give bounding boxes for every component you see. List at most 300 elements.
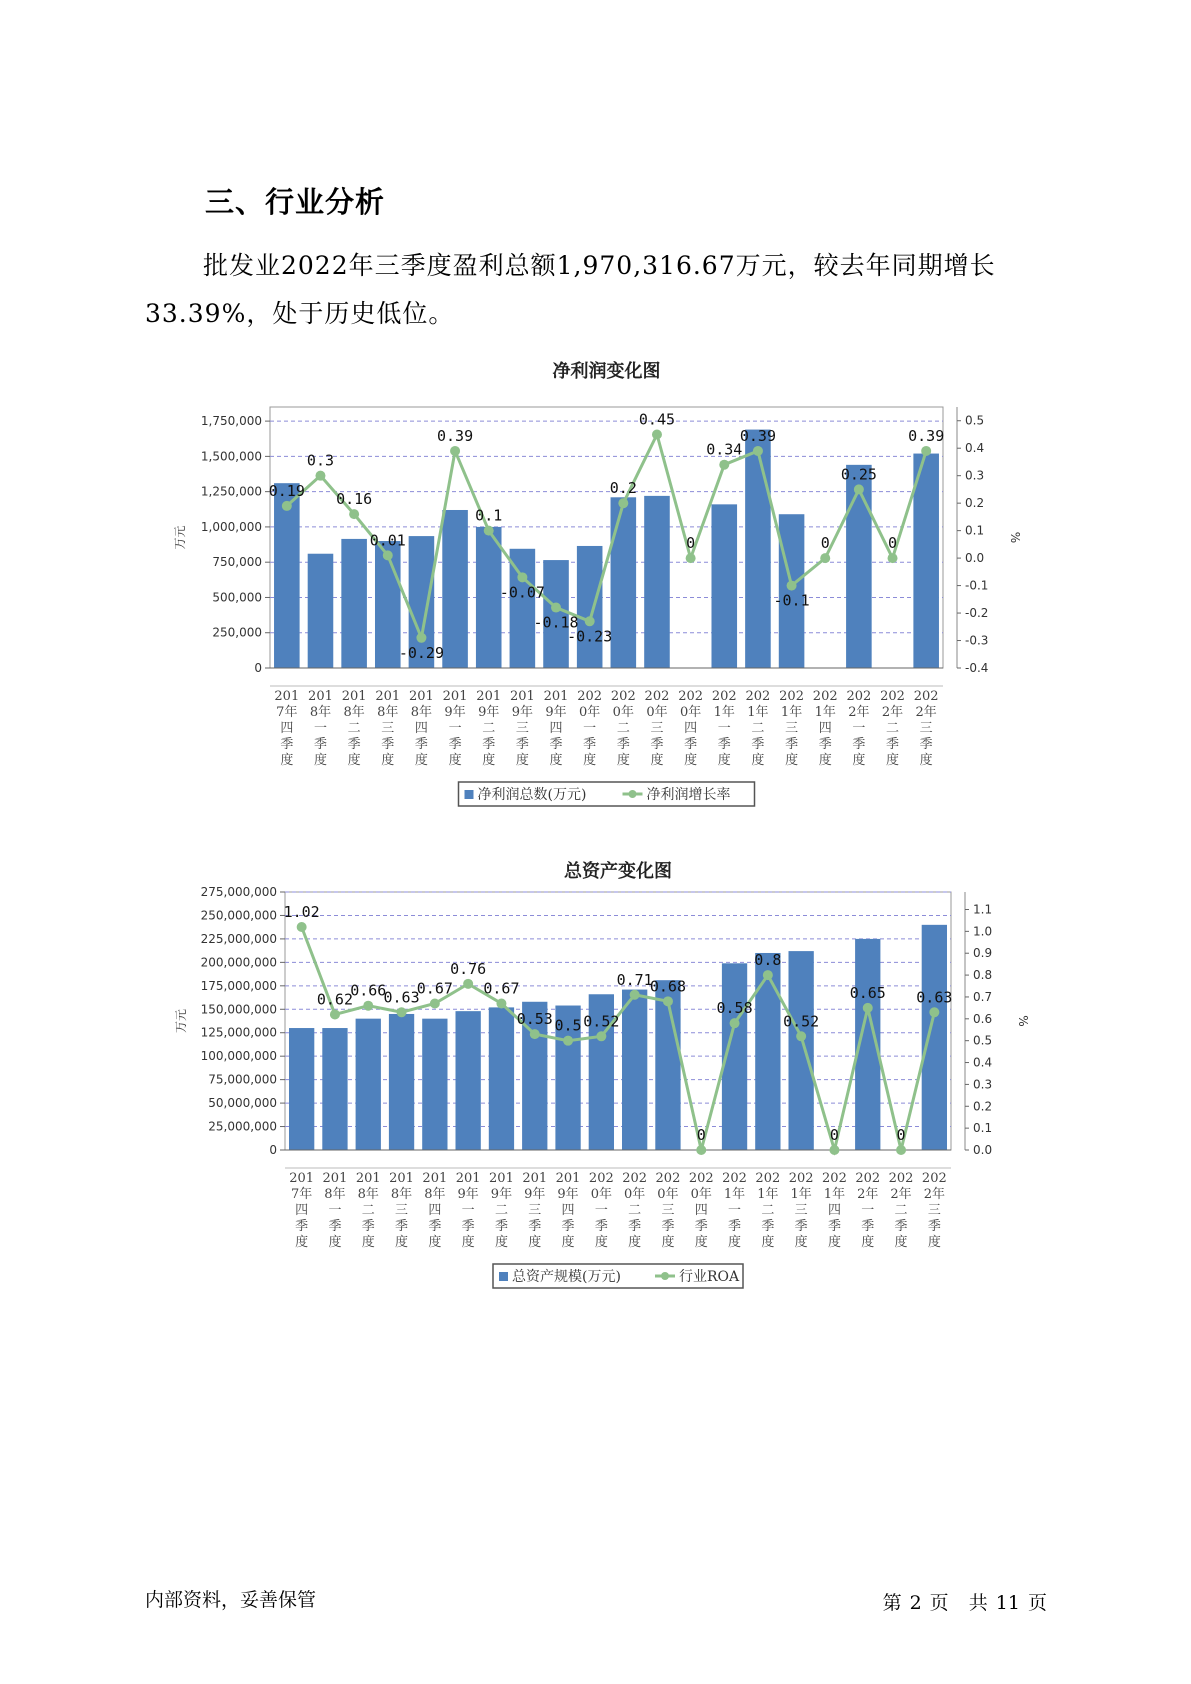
x-tick-label: 202 [880, 689, 905, 704]
x-tick-label: 9年 [511, 705, 534, 720]
x-tick-label: 一 [448, 721, 462, 736]
line-point [551, 603, 561, 613]
y2-tick-label: 0.2 [973, 1099, 993, 1114]
x-tick-label: 2年 [881, 705, 904, 720]
y-tick-label: 25,000,000 [208, 1119, 277, 1134]
total-assets-chart-svg [170, 855, 1030, 1315]
x-tick-label: 二 [361, 1203, 375, 1218]
x-tick-label: 2年 [923, 1187, 945, 1202]
bar [644, 496, 670, 668]
y-tick-label: 200,000,000 [200, 955, 277, 970]
data-label: 0 [686, 534, 696, 553]
x-tick-label: 季 [549, 737, 563, 752]
y2-tick-label: 1.1 [973, 902, 993, 917]
summary-paragraph: 批发业2022年三季度盈利总额1,970,316.67万元，较去年同期增长33.39%，处于历史低位。 [145, 251, 996, 328]
y2-tick-label: 0.9 [973, 946, 993, 961]
y-tick-label: 175,000,000 [200, 978, 277, 993]
data-label: 0 [829, 1126, 839, 1144]
x-tick-label: 202 [610, 689, 636, 704]
x-tick-label: 四 [280, 721, 294, 736]
line-point [730, 1018, 740, 1028]
x-tick-label: 201 [308, 689, 333, 704]
x-tick-label: 三 [927, 1203, 941, 1218]
x-tick-label: 201 [422, 1171, 448, 1186]
x-tick-label: 201 [476, 689, 502, 704]
y2-tick-label: 0.4 [965, 441, 985, 456]
x-tick-label: 季 [448, 737, 462, 752]
x-tick-label: 度 [684, 753, 698, 768]
y-tick-label: 1,500,000 [200, 449, 262, 464]
x-tick-label: 201 [522, 1171, 548, 1186]
x-tick-label: 一 [583, 721, 597, 736]
x-tick-label: 202 [913, 689, 939, 704]
x-tick-label: 季 [794, 1219, 808, 1234]
x-tick-label: 202 [711, 689, 737, 704]
x-tick-label: 二 [628, 1203, 642, 1218]
y2-tick-label: 0.1 [965, 523, 985, 538]
x-tick-label: 季 [428, 1219, 442, 1234]
x-tick-label: 季 [684, 737, 698, 752]
x-tick-label: 度 [919, 753, 933, 768]
y2-tick-label: 0.3 [973, 1077, 993, 1092]
data-label: 0.52 [583, 1012, 620, 1031]
data-label: -0.18 [533, 613, 579, 632]
data-label: 0.67 [416, 979, 453, 998]
y-axis-label: 万元 [173, 525, 187, 550]
x-tick-label: 度 [751, 753, 765, 768]
x-tick-label: 8年 [424, 1187, 446, 1202]
x-tick-label: 9年 [490, 1187, 513, 1202]
x-tick-label: 四 [561, 1203, 575, 1218]
x-tick-label: 度 [594, 1235, 608, 1250]
x-tick-label: 季 [616, 737, 630, 752]
x-tick-label: 202 [812, 689, 838, 704]
x-tick-label: 季 [381, 737, 395, 752]
line-point [696, 1145, 706, 1155]
line-point [282, 501, 292, 511]
y-tick-label: 500,000 [212, 590, 262, 605]
bar [577, 546, 603, 668]
x-tick-label: 季 [650, 737, 664, 752]
data-label: 0.19 [268, 481, 305, 500]
x-tick-label: 季 [494, 1219, 508, 1234]
x-tick-label: 度 [549, 753, 563, 768]
y2-tick-label: 0.5 [973, 1033, 993, 1048]
data-label: 0.3 [306, 451, 335, 470]
y-tick-label: 100,000,000 [200, 1049, 277, 1064]
x-tick-label: 度 [461, 1235, 475, 1250]
total-suffix: 页 [1027, 1592, 1047, 1614]
footer-confidential: 内部资料，妥善保管 [145, 1589, 317, 1611]
y2-tick-label: 0.2 [965, 496, 985, 511]
data-label: 0.5 [554, 1016, 582, 1035]
x-tick-label: 202 [846, 689, 872, 704]
y2-tick-label: 0.8 [973, 968, 993, 983]
x-tick-label: 0年 [679, 705, 702, 720]
x-tick-label: 9年 [478, 705, 500, 720]
x-tick-label: 度 [448, 753, 462, 768]
line-point [363, 1001, 373, 1011]
y-tick-label: 125,000,000 [200, 1025, 277, 1040]
data-label: 0.62 [316, 990, 354, 1009]
x-tick-label: 201 [409, 689, 434, 704]
x-tick-label: 季 [628, 1219, 642, 1234]
bar [755, 953, 780, 1150]
x-tick-label: 8年 [390, 1187, 413, 1202]
x-tick-label: 四 [827, 1203, 841, 1218]
x-tick-label: 二 [616, 721, 630, 736]
y-tick-label: 0 [269, 1143, 277, 1157]
bar [389, 1014, 414, 1150]
line-point [652, 429, 662, 439]
x-tick-label: 二 [347, 721, 361, 736]
x-tick-label: 度 [395, 1235, 409, 1250]
x-tick-label: 0年 [657, 1187, 679, 1202]
x-tick-label: 一 [728, 1203, 742, 1218]
x-tick-label: 8年 [343, 705, 365, 720]
y-tick-label: 1,000,000 [200, 519, 262, 534]
x-tick-label: 度 [482, 753, 496, 768]
line-point [450, 446, 460, 456]
data-label: 0.2 [609, 479, 637, 498]
x-tick-label: 8年 [309, 705, 332, 720]
x-tick-label: 7年 [276, 705, 298, 720]
x-tick-label: 1年 [790, 1187, 812, 1202]
x-tick-label: 季 [561, 1219, 575, 1234]
x-tick-label: 一 [328, 1203, 342, 1218]
data-label: 0.52 [783, 1012, 820, 1031]
x-tick-label: 201 [355, 1171, 381, 1186]
legend-line-marker [661, 1272, 669, 1280]
x-tick-label: 度 [661, 1235, 675, 1250]
x-tick-label: 度 [361, 1235, 375, 1250]
y2-tick-label: 1.0 [973, 924, 993, 939]
x-tick-label: 度 [583, 753, 597, 768]
line-point [829, 1145, 839, 1155]
chart-title: 净利润变化图 [552, 361, 661, 382]
x-tick-label: 0年 [690, 1187, 712, 1202]
bar [341, 539, 367, 668]
net-profit-chart [170, 355, 1022, 815]
chart-title: 总资产变化图 [564, 861, 672, 882]
x-tick-label: 季 [728, 1219, 742, 1234]
legend [493, 1264, 743, 1288]
x-tick-label: 202 [622, 1171, 648, 1186]
line-point [349, 509, 359, 519]
legend-bar-swatch [499, 1272, 508, 1281]
data-label: 0.8 [754, 951, 782, 970]
x-tick-label: 季 [515, 737, 529, 752]
x-tick-label: 202 [855, 1171, 881, 1186]
data-label: 0.66 [350, 981, 387, 1000]
x-tick-label: 1年 [814, 705, 836, 720]
x-tick-label: 201 [489, 1171, 514, 1186]
y-tick-label: 225,000,000 [200, 931, 277, 946]
x-tick-label: 9年 [545, 705, 567, 720]
y2-tick-label: -0.4 [965, 661, 989, 675]
y-tick-label: 1,250,000 [200, 484, 262, 499]
x-tick-label: 季 [751, 737, 765, 752]
x-tick-label: 季 [694, 1219, 708, 1234]
x-tick-label: 201 [543, 689, 569, 704]
data-label: 0 [896, 1126, 906, 1144]
x-tick-label: 四 [549, 721, 563, 736]
line-point [753, 446, 763, 456]
x-tick-label: 季 [414, 737, 428, 752]
x-tick-label: 度 [794, 1235, 808, 1250]
line-point [397, 1007, 407, 1017]
y2-tick-label: -0.1 [965, 578, 989, 593]
legend-bar-label: 净利润总数(万元) [477, 787, 587, 803]
x-tick-label: 202 [678, 689, 704, 704]
data-label: 1.02 [283, 902, 320, 921]
line-point [921, 446, 931, 456]
x-tick-label: 四 [684, 721, 698, 736]
x-tick-label: 度 [381, 753, 395, 768]
line-point [530, 1029, 540, 1039]
x-tick-label: 9年 [557, 1187, 579, 1202]
x-tick-label: 度 [927, 1235, 941, 1250]
y2-tick-label: 0.0 [973, 1143, 993, 1157]
x-tick-label: 季 [785, 737, 799, 752]
x-tick-label: 7年 [291, 1187, 313, 1202]
y2-axis-label: % [1016, 1015, 1030, 1027]
x-tick-label: 0年 [590, 1187, 612, 1202]
line-point [430, 999, 440, 1009]
x-tick-label: 1年 [823, 1187, 846, 1202]
data-label: 0.53 [516, 1010, 553, 1029]
line-point [416, 633, 426, 643]
bar [788, 951, 813, 1150]
y2-axis-label: % [1008, 531, 1022, 544]
x-tick-label: 201 [442, 689, 468, 704]
x-tick-label: 季 [717, 737, 731, 752]
bar [913, 454, 939, 668]
data-label: 0.16 [336, 490, 373, 509]
legend-line-label: 净利润增长率 [646, 787, 731, 803]
data-label: 0 [820, 534, 830, 553]
bar [711, 504, 737, 668]
x-tick-label: 季 [295, 1219, 309, 1234]
data-label: 0.67 [483, 979, 520, 998]
x-tick-label: 8年 [357, 1187, 379, 1202]
line-point [517, 572, 527, 582]
x-tick-label: 1年 [723, 1187, 746, 1202]
x-tick-label: 202 [655, 1171, 681, 1186]
x-tick-label: 2年 [915, 705, 937, 720]
y-tick-label: 75,000,000 [208, 1072, 277, 1087]
x-tick-label: 度 [616, 753, 630, 768]
x-tick-label: 度 [728, 1235, 742, 1250]
x-tick-label: 201 [375, 689, 401, 704]
data-label: 0.71 [616, 970, 653, 989]
line-point [383, 550, 393, 560]
y2-tick-label: 0.5 [965, 413, 985, 428]
data-label: 0.01 [369, 531, 406, 550]
x-tick-label: 季 [361, 1219, 375, 1234]
x-tick-label: 度 [717, 753, 731, 768]
x-tick-label: 一 [717, 721, 731, 736]
legend [459, 782, 755, 806]
x-tick-label: 8年 [410, 705, 433, 720]
x-tick-label: 201 [389, 1171, 414, 1186]
total-num: 11 [995, 1592, 1020, 1614]
data-label: 0.63 [916, 988, 953, 1007]
x-tick-label: 二 [886, 721, 900, 736]
x-tick-label: 201 [341, 689, 367, 704]
line-point [563, 1036, 573, 1046]
x-tick-label: 9年 [457, 1187, 479, 1202]
x-tick-label: 季 [280, 737, 294, 752]
line-point [596, 1031, 606, 1041]
x-tick-label: 四 [428, 1203, 442, 1218]
page-num: 2 [909, 1592, 922, 1614]
x-tick-label: 季 [927, 1219, 941, 1234]
page-prefix: 第 [882, 1592, 902, 1614]
x-tick-label: 202 [688, 1171, 714, 1186]
x-tick-label: 度 [494, 1235, 508, 1250]
x-tick-label: 四 [818, 721, 832, 736]
x-tick-label: 二 [761, 1203, 775, 1218]
x-tick-label: 季 [395, 1219, 409, 1234]
y-tick-label: 275,000,000 [200, 885, 277, 899]
x-tick-label: 202 [888, 1171, 914, 1186]
x-tick-label: 三 [528, 1203, 542, 1218]
data-label: 0.1 [475, 506, 503, 525]
line-point [330, 1009, 340, 1019]
x-tick-label: 0年 [624, 1187, 646, 1202]
x-tick-label: 三 [785, 721, 799, 736]
x-tick-label: 202 [722, 1171, 747, 1186]
data-label: 0.39 [908, 426, 945, 445]
x-tick-label: 二 [894, 1203, 908, 1218]
x-tick-label: 度 [861, 1235, 875, 1250]
x-tick-label: 季 [818, 737, 832, 752]
x-tick-label: 三 [381, 721, 395, 736]
total-prefix: 共 [968, 1592, 988, 1614]
line-point [663, 996, 673, 1006]
x-tick-label: 季 [528, 1219, 542, 1234]
x-tick-label: 度 [515, 753, 529, 768]
line-point [787, 581, 797, 591]
section-heading: 三、行业分析 [205, 185, 386, 219]
x-tick-label: 201 [274, 689, 300, 704]
line-point [888, 553, 898, 563]
data-label: 0.39 [437, 426, 474, 445]
y-tick-label: 0 [254, 661, 262, 675]
y2-tick-label: 0.7 [973, 989, 993, 1004]
x-tick-label: 季 [461, 1219, 475, 1234]
y-tick-label: 750,000 [212, 555, 262, 570]
x-tick-label: 季 [583, 737, 597, 752]
bar [322, 1028, 347, 1150]
x-tick-label: 三 [395, 1203, 409, 1218]
x-tick-label: 1年 [747, 705, 769, 720]
bar [356, 1019, 381, 1150]
x-tick-label: 9年 [444, 705, 466, 720]
x-tick-label: 度 [628, 1235, 642, 1250]
y-tick-label: 250,000,000 [200, 908, 277, 923]
bar [846, 465, 872, 668]
x-tick-label: 9年 [524, 1187, 546, 1202]
data-label: 0.25 [840, 465, 877, 484]
bar [422, 1019, 447, 1150]
x-tick-label: 202 [788, 1171, 814, 1186]
x-tick-label: 季 [661, 1219, 675, 1234]
y-tick-label: 1,750,000 [200, 414, 262, 429]
data-label: 0.58 [716, 999, 753, 1018]
x-tick-label: 季 [594, 1219, 608, 1234]
x-tick-label: 201 [509, 689, 535, 704]
net-profit-chart-svg [170, 355, 1022, 815]
x-tick-label: 二 [482, 721, 496, 736]
x-tick-label: 度 [313, 753, 327, 768]
x-tick-label: 季 [861, 1219, 875, 1234]
x-tick-label: 度 [328, 1235, 342, 1250]
x-tick-label: 三 [919, 721, 933, 736]
data-label: -0.07 [499, 583, 545, 602]
x-tick-label: 四 [694, 1203, 708, 1218]
data-label: 0.45 [638, 410, 676, 429]
bar [289, 1028, 314, 1150]
x-tick-label: 季 [482, 737, 496, 752]
x-tick-label: 0年 [579, 705, 601, 720]
x-tick-label: 8年 [377, 705, 399, 720]
x-tick-label: 度 [827, 1235, 841, 1250]
x-tick-label: 季 [919, 737, 933, 752]
x-tick-label: 1年 [713, 705, 735, 720]
data-label: -0.1 [773, 591, 810, 610]
line-point [796, 1031, 806, 1041]
line-point [484, 526, 494, 536]
x-tick-label: 三 [661, 1203, 675, 1218]
x-tick-label: 度 [761, 1235, 775, 1250]
data-label: 0 [696, 1126, 706, 1144]
data-label: -0.23 [567, 627, 613, 646]
line-point [686, 553, 696, 563]
x-tick-label: 201 [289, 1171, 315, 1186]
x-tick-label: 四 [414, 721, 428, 736]
y2-tick-label: 0.4 [973, 1055, 993, 1070]
x-tick-label: 202 [745, 689, 771, 704]
x-tick-label: 季 [886, 737, 900, 752]
data-label: 0.65 [849, 983, 886, 1002]
line-point [463, 979, 473, 989]
bar [489, 1007, 514, 1150]
x-tick-label: 201 [455, 1171, 481, 1186]
x-tick-label: 度 [694, 1235, 708, 1250]
x-tick-label: 三 [794, 1203, 808, 1218]
x-tick-label: 202 [755, 1171, 781, 1186]
x-tick-label: 度 [886, 753, 900, 768]
legend-line-marker [629, 790, 637, 798]
x-tick-label: 三 [515, 721, 529, 736]
y2-tick-label: -0.2 [965, 606, 989, 621]
data-label: -0.29 [398, 643, 445, 662]
y2-tick-label: 0.0 [965, 551, 985, 566]
x-tick-label: 度 [785, 753, 799, 768]
line-point [896, 1145, 906, 1155]
line-point [854, 484, 864, 494]
line-point [496, 999, 506, 1009]
x-tick-label: 度 [428, 1235, 442, 1250]
x-tick-label: 202 [822, 1171, 847, 1186]
x-tick-label: 度 [650, 753, 664, 768]
x-tick-label: 201 [322, 1171, 348, 1186]
line-point [585, 616, 595, 626]
x-tick-label: 2年 [848, 705, 870, 720]
x-tick-label: 202 [644, 689, 670, 704]
